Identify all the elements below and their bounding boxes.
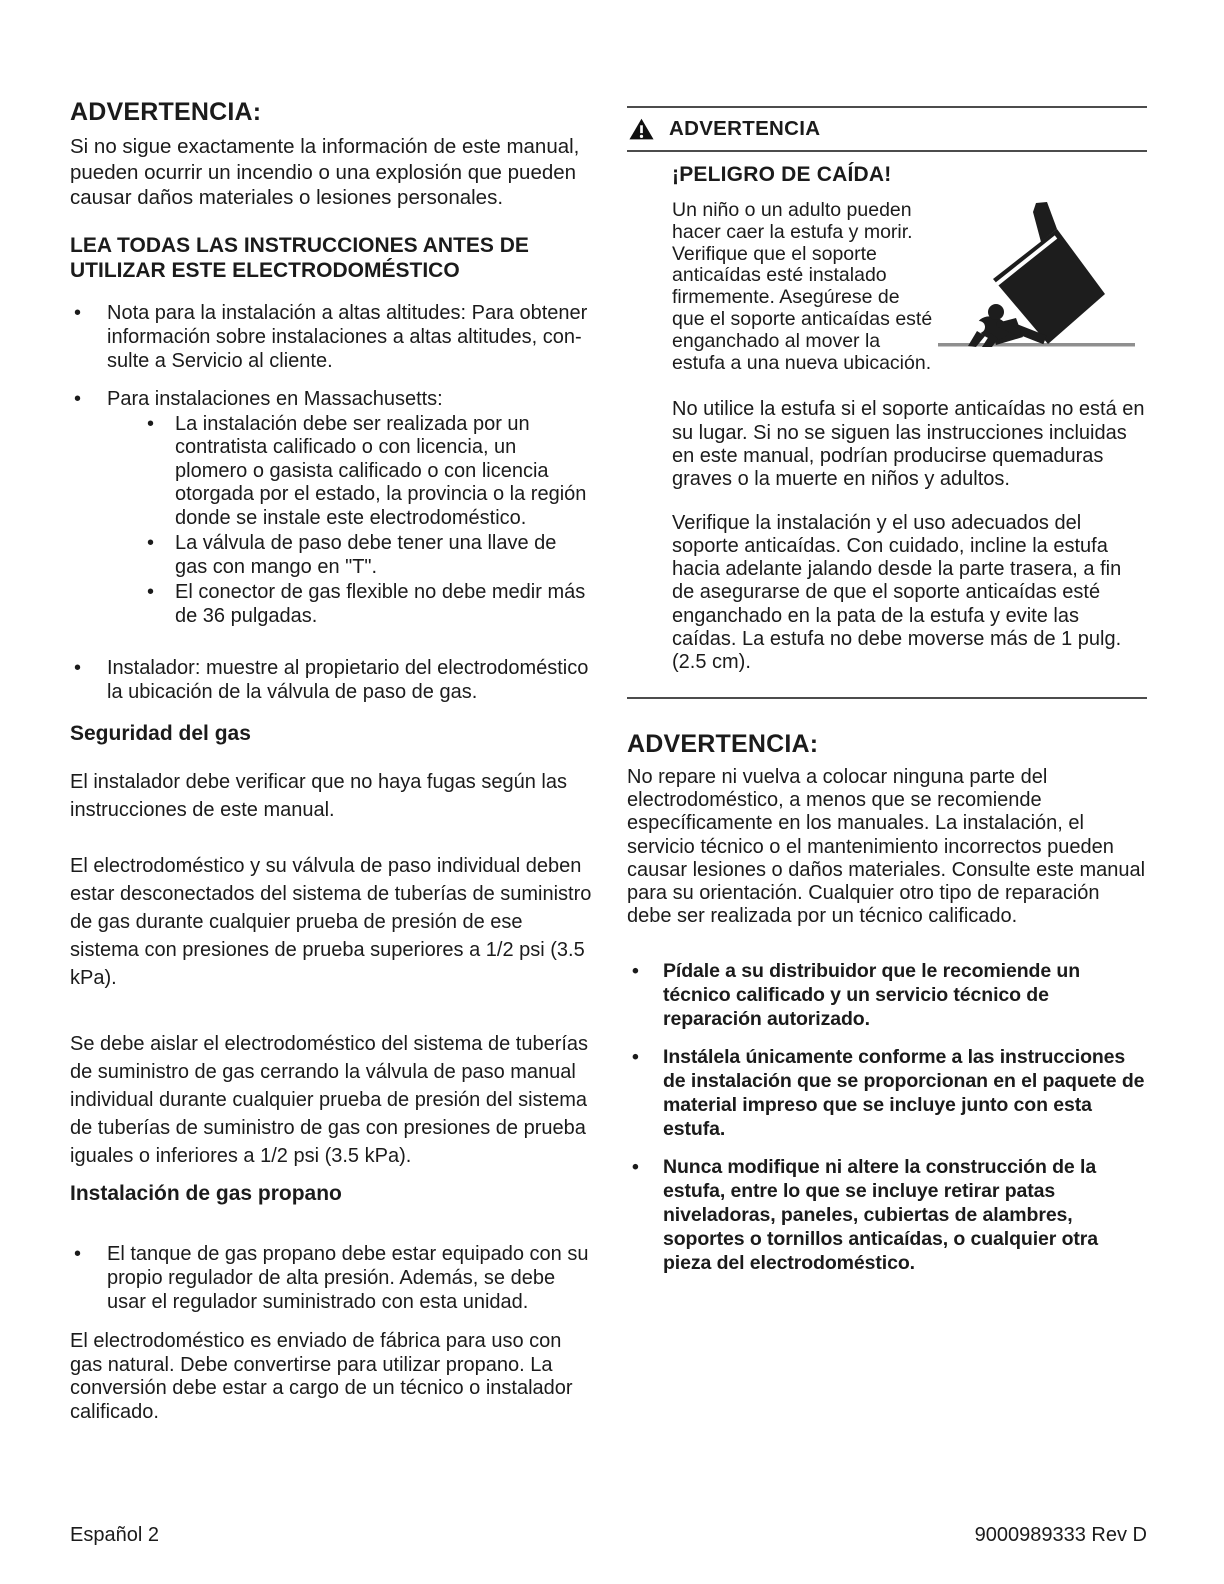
bullet-massachusetts [70,387,594,629]
tip-over-paragraph-1 [672,200,1147,374]
bullet-never-modify: • Nunca modifique ni altere la construcción de la estufa, entre lo que se incluye retirar patas niveladoras, paneles, cubiertas de alambres, soportes o tornillos anticaídas, o cualquier otra pieza del electrodoméstico. [627,1155,1147,1275]
repair-warning-paragraph: No repare ni vuelva a colocar ninguna parte del electrodoméstico, a menos que se recomiende específicamente en los manuales. La instalación, el servicio técnico o el mantenimiento incorrectos pueden causar lesiones o daños materiales. Consulte este manual para su orientación. Cualquier otro tipo de reparación debe ser realizada por un técnico calificado. [627,765,1146,928]
propane-heading: Instalación de gas propano [70,1182,342,1205]
sub-bullet-connector: • El conector de gas flexible no debe medir más de 36 pulgadas. [145,581,594,628]
gas-safety-paragraph-1: El instalador debe verificar que no haya fugas según las instrucciones de este manual. [70,771,567,821]
warning-triangle-icon [629,118,654,140]
warning-box-label: ADVERTENCIA [669,117,821,140]
tip-over-paragraph-1-text: Un niño o un adulto pueden hacer caer la estufa y morir. Verifique que el soporte anticaídas esté instalado firmemente. Asegúrese de que el soporte anticaídas esté enganchado al mover la estufa a una nueva ubicación. [672,199,933,374]
tip-over-paragraph-2: No utilice la estufa si el soporte anticaídas no está en su lugar. Si no se siguen las instrucciones incluidas en este manual, podrían producirse quemaduras graves o la muerte en niños y adultos. [672,398,1145,491]
warning-box-mid-rule [627,150,1147,152]
bullet-altitude: • Nota para la instalación a altas altitudes: Para obtener información sobre instalaciones a altas altitudes, consulte a Servicio al cliente. [70,301,594,373]
bullet-propane-tank: • El tanque de gas propano debe estar equipado con su propio regulador de alta presión. Además, se debe usar el regulador suministrado con esta unidad. [70,1242,594,1314]
ground-line [938,343,1135,347]
warning-box [627,106,1147,699]
read-instructions-heading: LEA TODAS LAS INSTRUCCIONES ANTES DE UTILIZAR ESTE ELECTRODOMÉSTICO [70,233,529,282]
right-column [627,0,1147,1275]
warning-box-bottom-rule [627,697,1147,699]
warning-box-header [627,108,1147,150]
bold-bullet-list [627,959,1147,1275]
bullet-massachusetts-label: Para instalaciones en Massachusetts: [107,387,443,410]
warning-heading-right: ADVERTENCIA: [627,729,819,758]
tip-over-paragraph-3: Verifique la instalación y el uso adecuados del soporte anticaídas. Con cuidado, incline la estufa hacia adelante jalando desde la parte trasera, a fin de asegurarse de que el soporte anticaídas esté enganchado en la pata de la estufa y evite las caídas. La estufa no debe moverse más de 1 pulg. (2.5 cm). [672,511,1122,674]
bullet-installer: • Instalador: muestre al propietario del electrodoméstico la ubicación de la válvula de paso de gas. [70,656,594,704]
propane-paragraph: El electrodoméstico es enviado de fábrica para uso con gas natural. Debe convertirse para utilizar propano. La conversión debe estar a cargo de un técnico o instalador calificado. [70,1330,573,1423]
warning-intro-paragraph: Si no sigue exactamente la información de este manual, pueden ocurrir un incendio o una explosión que pueden causar daños materiales o lesiones personales. [70,135,580,209]
sub-bullet-contractor: • La instalación debe ser realizada por un contratista calificado o con licencia, un plomero o gasista calificado o con licencia otorgada por el estado, la provincia o la región donde se instale este electrodoméstico. [145,413,594,531]
tip-over-hazard-image [938,198,1135,349]
warning-heading-left: ADVERTENCIA: [70,98,262,126]
sub-bullet-valve: • La válvula de paso debe tener una llave de gas con mango en "T". [145,532,594,579]
footer-doc-number: 9000989333 Rev D [974,1524,1147,1546]
tip-over-danger-heading: ¡PELIGRO DE CAÍDA! [672,163,892,186]
bullet-install-instructions: • Instálela únicamente conforme a las instrucciones de instalación que se proporcionan en el paquete de material impreso que se incluye junto con esta estufa. [627,1045,1147,1141]
massachusetts-sub-list [107,413,594,629]
gas-safety-paragraph-2: El electrodoméstico y su válvula de paso individual deben estar desconectados del sistema de tuberías de suministro de gas durante cualquier prueba de presión de ese sistema con presiones de prueba superiores a 1/2 psi (3.5 kPa). [70,855,592,989]
footer-page-label: Español 2 [70,1524,159,1546]
warning-box-body [627,163,1147,675]
bullet-distributor: • Pídale a su distribuidor que le recomiende un técnico calificado y un servicio técnico de reparación autorizado. [627,959,1147,1031]
gas-safety-paragraph-3: Se debe aislar el electrodoméstico del sistema de tuberías de suministro de gas cerrando la válvula de paso manual individual durante cualquier prueba de presión del sistema de tuberías de suministro de gas con presiones de prueba iguales o inferiores a 1/2 psi (3.5 kPa). [70,1033,589,1167]
gas-safety-heading: Seguridad del gas [70,722,251,745]
instructions-bullet-list [70,301,594,705]
left-column [70,0,594,1424]
